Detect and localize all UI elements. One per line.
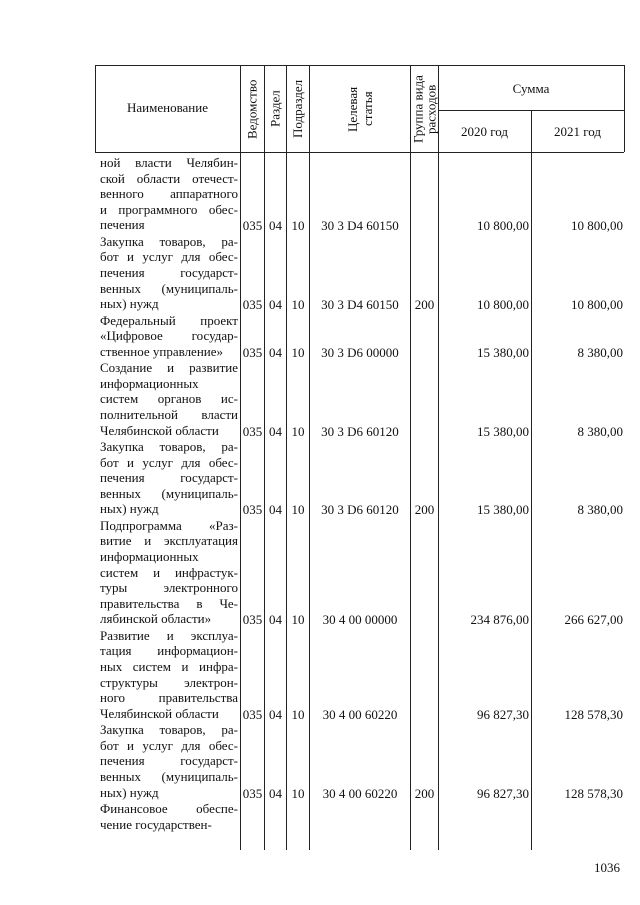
row-celevaya: 30 4 00 60220 — [322, 785, 398, 801]
row-sum-2020: 10 800,00 — [477, 297, 529, 313]
row-name — [100, 439, 238, 517]
row-gruppa: 200 — [414, 297, 435, 313]
row-vedomstvo: 035 — [242, 785, 263, 801]
row-vedomstvo: 035 — [242, 218, 263, 234]
col-line-raz — [264, 65, 265, 850]
row-name-line: бот и услуг для обес- — [100, 454, 238, 470]
row-name-line: Финансовое обеспе- — [100, 801, 238, 816]
row-razdel: 04 — [269, 218, 282, 234]
row-podrazdel: 10 — [291, 612, 305, 628]
row-name-line: ных) нужд — [100, 296, 159, 312]
header-bottom-border — [95, 152, 624, 153]
row-name-line: Создание и развитие — [100, 360, 238, 376]
row-name-line: лябинской области» — [100, 611, 212, 627]
col-line-cs — [309, 65, 310, 850]
row-name-line: печения государст- — [100, 264, 238, 280]
header-celevaya — [310, 66, 410, 152]
row-name-line: информационных — [100, 548, 199, 564]
row-razdel: 04 — [269, 785, 282, 801]
row-vedomstvo: 035 — [242, 297, 263, 313]
row-razdel: 04 — [269, 612, 282, 628]
row-celevaya: 30 4 00 00000 — [322, 612, 398, 628]
row-sum-2021: 8 380,00 — [577, 423, 623, 439]
row-name-line: печения государст- — [100, 470, 238, 486]
row-sum-2020: 15 380,00 — [477, 423, 529, 439]
row-celevaya: 30 3 D4 60150 — [321, 218, 399, 234]
row-name — [100, 234, 238, 312]
col-line-pod — [286, 65, 287, 850]
header-gruppa — [411, 66, 438, 152]
row-sum-2020: 234 876,00 — [470, 612, 529, 628]
col-line-vr — [410, 65, 411, 850]
row-razdel: 04 — [269, 502, 282, 518]
col-line-s1 — [438, 65, 439, 850]
row-name-line: ной власти Челябин- — [100, 155, 238, 170]
row-name-line: чение государствен- — [100, 816, 212, 832]
row-vedomstvo: 035 — [242, 423, 263, 439]
row-name-line: Закупка товаров, ра- — [100, 439, 238, 454]
row-razdel: 04 — [269, 706, 282, 722]
row-name-line: ных) нужд — [100, 501, 159, 517]
row-name-line: печения — [100, 217, 145, 233]
row-name-line: систем и инфрастук- — [100, 564, 238, 580]
row-name-line: ных систем и инфра- — [100, 658, 238, 674]
row-name — [100, 360, 238, 438]
row-podrazdel: 10 — [291, 297, 305, 313]
row-podrazdel: 10 — [291, 785, 305, 801]
row-name-line: туры электронного — [100, 580, 238, 596]
row-podrazdel: 10 — [291, 423, 305, 439]
row-sum-2020: 96 827,30 — [477, 785, 529, 801]
row-name-line: Федеральный проект — [100, 312, 238, 328]
row-name-line: «Цифровое государ- — [100, 328, 238, 344]
row-name-line: структуры электрон- — [100, 674, 238, 690]
row-vedomstvo: 035 — [242, 612, 263, 628]
row-name-line: ской области отечест- — [100, 170, 238, 186]
row-razdel: 04 — [269, 423, 282, 439]
row-celevaya: 30 3 D4 60150 — [321, 297, 399, 313]
row-name — [100, 628, 238, 722]
row-sum-2020: 15 380,00 — [477, 344, 529, 360]
row-celevaya: 30 3 D6 60120 — [321, 502, 399, 518]
row-sum-2020: 15 380,00 — [477, 502, 529, 518]
row-sum-2020: 96 827,30 — [477, 706, 529, 722]
row-name-line: полнительной власти — [100, 406, 238, 422]
row-name-line: Челябинской области — [100, 422, 219, 438]
header-summa: Сумма — [512, 81, 550, 96]
page-number: 1036 — [594, 860, 620, 875]
row-name-line: венных (муниципаль- — [100, 280, 238, 296]
row-name-line: венного аппаратного — [100, 186, 238, 202]
row-podrazdel: 10 — [291, 344, 305, 360]
col-line-right — [624, 65, 625, 152]
row-celevaya: 30 4 00 60220 — [322, 706, 398, 722]
row-name-line: информационных — [100, 375, 199, 391]
row-name-line: Развитие и эксплуа- — [100, 627, 238, 643]
row-name-line: правительства в Че- — [100, 595, 238, 611]
row-name-line: ных) нужд — [100, 784, 159, 800]
row-gruppa: 200 — [414, 785, 435, 801]
row-name — [100, 801, 238, 832]
row-sum-2021: 128 578,30 — [564, 785, 623, 801]
row-podrazdel: 10 — [291, 706, 305, 722]
header-celevaya-text: Целевая статья — [345, 86, 375, 132]
header-vedomstvo: Ведомство — [244, 79, 260, 139]
row-name-line: и программного обес- — [100, 201, 238, 217]
header-razdel: Раздел — [267, 90, 283, 128]
header-gruppa-text: Группа вида расходов — [410, 75, 439, 143]
header-podrazdel: Подраздел — [290, 79, 305, 139]
row-sum-2021: 8 380,00 — [577, 344, 623, 360]
row-name-line: ственное управление» — [100, 343, 224, 359]
row-sum-2021: 10 800,00 — [571, 297, 623, 313]
row-sum-2021: 128 578,30 — [564, 706, 623, 722]
row-gruppa: 200 — [414, 502, 435, 518]
row-name-line: ного правительства — [100, 690, 238, 706]
row-name-line: систем органов ис- — [100, 391, 238, 407]
row-name-line: бот и услуг для обес- — [100, 737, 238, 753]
row-name-line: венных (муниципаль- — [100, 485, 238, 501]
row-celevaya: 30 3 D6 60120 — [321, 423, 399, 439]
row-sum-2021: 10 800,00 — [571, 218, 623, 234]
row-name-line: печения государст- — [100, 753, 238, 769]
row-vedomstvo: 035 — [242, 502, 263, 518]
row-name-line: Закупка товаров, ра- — [100, 233, 238, 249]
header-year-2021: 2021 год — [554, 124, 601, 139]
row-name — [100, 722, 238, 800]
row-name — [100, 313, 238, 360]
row-vedomstvo: 035 — [242, 344, 263, 360]
row-razdel: 04 — [269, 297, 282, 313]
header-year-2020: 2020 год — [461, 124, 508, 139]
row-sum-2021: 8 380,00 — [577, 502, 623, 518]
header-name: Наименование — [127, 100, 208, 115]
row-name — [100, 518, 238, 627]
row-podrazdel: 10 — [291, 218, 305, 234]
row-celevaya: 30 3 D6 00000 — [321, 344, 399, 360]
row-name-line: витие и эксплуатация — [100, 533, 238, 549]
row-name — [100, 155, 238, 233]
row-podrazdel: 10 — [291, 502, 305, 518]
row-sum-2021: 266 627,00 — [564, 612, 623, 628]
row-name-line: венных (муниципаль- — [100, 768, 238, 784]
row-name-line: Челябинской области — [100, 705, 219, 721]
row-name-line: тация информацион- — [100, 643, 238, 659]
row-name-line: Подпрограмма «Раз- — [100, 517, 238, 533]
row-sum-2020: 10 800,00 — [477, 218, 529, 234]
row-name-line: бот и услуг для обес- — [100, 249, 238, 265]
col-line-ved — [240, 65, 241, 850]
row-razdel: 04 — [269, 344, 282, 360]
row-vedomstvo: 035 — [242, 706, 263, 722]
row-name-line: Закупка товаров, ра- — [100, 722, 238, 738]
